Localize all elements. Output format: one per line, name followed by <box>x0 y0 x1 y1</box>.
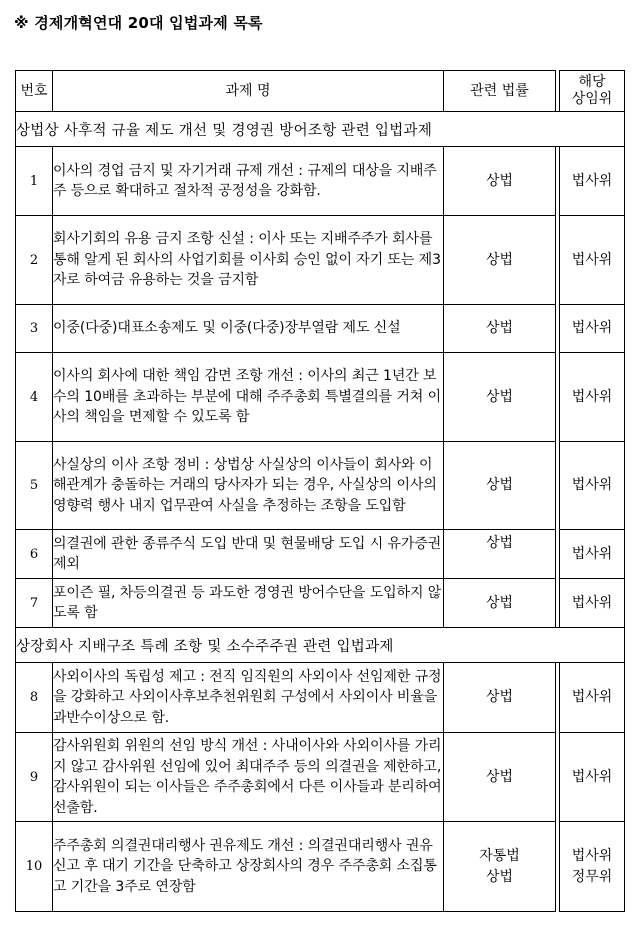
related-law: 상법 <box>444 147 556 216</box>
committee: 법사위 <box>560 530 625 579</box>
table-row <box>16 216 625 305</box>
col-header-law: 관련 법률 <box>444 71 556 112</box>
related-law <box>444 822 556 912</box>
task-title: 회사기회의 유용 금지 조항 신설 : 이사 또는 지배주주가 회사를 통해 알게 된 회사의 사업기회를 이사회 승인 없이 자기 또는 제3자로 하여금 유용하는 것을 금지함 <box>53 216 444 305</box>
task-title: 이중(다중)대표소송제도 및 이중(다중)장부열람 제도 신설 <box>53 305 444 353</box>
committee: 법사위 <box>560 579 625 628</box>
related-law: 상법 <box>444 216 556 305</box>
committee: 법사위 <box>560 353 625 442</box>
committee: 법사위 <box>560 663 625 733</box>
committee: 법사위 <box>560 733 625 822</box>
related-law: 상법 <box>444 305 556 353</box>
committee: 법사위 <box>560 305 625 353</box>
legislative-tasks-table <box>15 70 625 912</box>
section-title: 상장회사 지배구조 특례 조항 및 소수주주권 관련 입법과제 <box>16 628 625 663</box>
task-title: 감사위원회 위원의 선임 방식 개선 : 사내이사와 사외이사를 가리지 않고 감사위원 선임에 있어 최대주주 등의 의결권을 제한하고, 감사위원이 되는 이사들은 주주총회에서 다른 이사들과 분리하여 선출함. <box>53 733 444 822</box>
section-row <box>16 112 625 147</box>
col-header-title: 과제 명 <box>53 71 444 112</box>
committee: 법사위 <box>560 216 625 305</box>
related-law: 상법 <box>444 733 556 822</box>
related-law: 상법 <box>444 442 556 530</box>
task-title: 의결권에 관한 종류주식 도입 반대 및 현물배당 도입 시 유가증권 제외 <box>53 530 444 579</box>
section-row <box>16 628 625 663</box>
committee: 법사위 <box>560 442 625 530</box>
table-row <box>16 147 625 216</box>
table-row <box>16 442 625 530</box>
row-number: 4 <box>16 353 53 442</box>
related-law: 상법 <box>444 663 556 733</box>
table-header-row <box>16 71 625 112</box>
row-number: 3 <box>16 305 53 353</box>
related-law-line1: 자통법 <box>479 847 520 864</box>
committee <box>560 822 625 912</box>
task-title: 주주총회 의결권대리행사 권유제도 개선 : 의결권대리행사 권유 신고 후 대기 기간을 단축하고 상장회사의 경우 주주총회 소집통고 기간을 3주로 연장함 <box>53 822 444 912</box>
task-title: 이사의 경업 금지 및 자기거래 규제 개선 : 규제의 대상을 지배주주 등으로 확대하고 절차적 공정성을 강화함. <box>53 147 444 216</box>
task-title: 포이즌 필, 차등의결권 등 과도한 경영권 방어수단을 도입하지 않도록 함 <box>53 579 444 628</box>
row-number: 2 <box>16 216 53 305</box>
table-row <box>16 579 625 628</box>
related-law-text: 상법 <box>485 534 514 551</box>
task-title: 사실상의 이사 조항 정비 : 상법상 사실상의 이사들이 회사와 이해관계가 충돌하는 거래의 당사자가 되는 경우, 사실상의 이사의 영향력 행사 내지 업무관여 사실을 추정하는 조항을 도입함 <box>53 442 444 530</box>
row-number: 9 <box>16 733 53 822</box>
row-number: 1 <box>16 147 53 216</box>
task-title: 사외이사의 독립성 제고 : 전직 임직원의 사외이사 선임제한 규정을 강화하고 사외이사후보추천위원회 구성에서 사외이사 비율을 과반수이상으로 함. <box>53 663 444 733</box>
table-row <box>16 353 625 442</box>
table-row <box>16 305 625 353</box>
related-law-line2: 상법 <box>485 868 514 885</box>
row-number: 8 <box>16 663 53 733</box>
committee-line1: 법사위 <box>571 847 613 864</box>
row-number: 6 <box>16 530 53 579</box>
col-header-committee-line1: 해당 <box>578 74 606 90</box>
table-row <box>16 733 625 822</box>
row-number: 10 <box>16 822 53 912</box>
col-header-committee-line2: 상임위 <box>571 91 613 107</box>
col-header-committee <box>560 71 625 112</box>
committee: 법사위 <box>560 147 625 216</box>
row-number: 7 <box>16 579 53 628</box>
table-row <box>16 822 625 912</box>
section-title: 상법상 사후적 규율 제도 개선 및 경영권 방어조항 관련 입법과제 <box>16 112 625 147</box>
task-title: 이사의 회사에 대한 책임 감면 조항 개선 : 이사의 최근 1년간 보수의 10배를 초과하는 부분에 대해 주주총회 특별결의를 거쳐 이사의 책임을 면제할 수 있도록 함 <box>53 353 444 442</box>
committee-line2: 정무위 <box>571 868 613 885</box>
row-number: 5 <box>16 442 53 530</box>
page-heading: ※ 경제개혁연대 20대 입법과제 목록 <box>14 14 263 32</box>
col-header-no: 번호 <box>16 71 53 112</box>
related-law: 상법 <box>444 353 556 442</box>
table-row <box>16 530 625 579</box>
related-law: 상법 <box>444 579 556 628</box>
related-law <box>444 530 556 579</box>
table-row <box>16 663 625 733</box>
